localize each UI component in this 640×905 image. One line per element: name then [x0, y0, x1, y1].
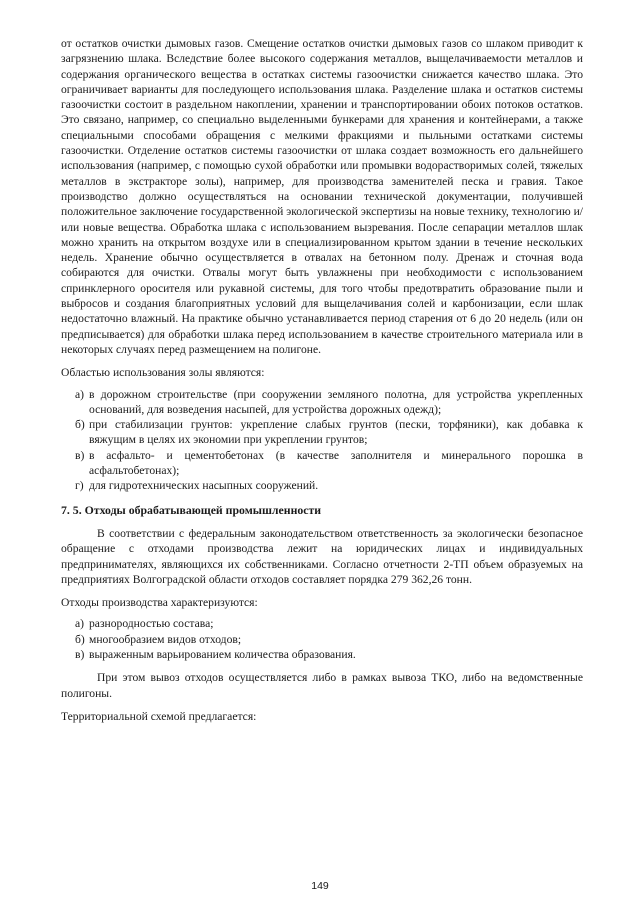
list-item-text: в дорожном строительстве (при сооружении земляного полотна, для устройства укрепленных оснований, для возведения насыпей, для устройства дорожных одежд); [89, 387, 583, 416]
list-item [61, 448, 583, 479]
paragraph-territorial-scheme: Территориальной схемой предлагается: [61, 709, 257, 723]
list-marker: г) [75, 479, 84, 493]
list-item [61, 478, 583, 493]
paragraph-slag-treatment: от остатков очистки дымовых газов. Смещение остатков очистки дымовых газов со шлаком приводит к загрязнению шлака. Вследствие более высокого содержания металлов, выщелачиваемости металлов и содержания органического вещества в остатках системы газоочистки снижается качество шлака. Это ограничивает варианты для последующего использования шлака. Разделение шлака и остатков системы газоочистки состоит в раздельном накоплении, хранении и транспортировании обоих потоков остатков. Это связано, например, со специально выделенными бункерами для хранения и контейнерами, а также специальными способами обращения с мелкими фракциями и пыльными остатками системы газоочистки. Отделение остатков системы газоочистки от шлака создает возможность его дальнейшего использования (например, с помощью сухой обработки или промывки водорастворимых солей, тяжелых металлов в экстракторе золы), например, для производства заменителей песка и гравия. Такое производство должно осуществляться на основании технической документации, получившей положительное заключение государственной экологической экспертизы на новые технику, технологию и/или новые вещества. Обработка шлака с использованием вызревания. После сепарации металлов шлак можно хранить на открытом воздухе или в специализированном крытом здании в течение нескольких недель. Хранение обычно осуществляется в отвалах на бетонном полу. Дренаж и сточная вода собираются для очистки. Отвалы могут быть увлажнены при необходимости с использованием спринклерного оросителя или рукавной системы, для того чтобы предотвратить образование пыли и выбросов и создания благоприятных условий для выщелачивания солей и карбонизации, если шлак недостаточно влажный. На практике обычно устанавливается период старения от 6 до 20 недель (или он предписывается) для обработки шлака перед использованием в качестве строительного материала или в некоторых случаях перед размещением на полигоне. [61, 37, 583, 356]
list-marker: б) [75, 632, 85, 646]
waste-characteristics-list [61, 616, 583, 662]
section-heading: 7. 5. Отходы обрабатывающей промышленности [61, 502, 322, 517]
paragraph-waste-characteristics-intro: Отходы производства характеризуются: [61, 596, 258, 610]
list-item [61, 417, 583, 448]
list-marker: в) [75, 647, 85, 661]
list-item [61, 632, 583, 647]
list-item [61, 647, 583, 662]
paragraph-ash-usage-intro: Областью использования золы являются: [61, 366, 265, 380]
list-item-text: выраженным варьированием количества образования. [89, 647, 356, 661]
list-marker: в) [75, 448, 85, 462]
list-item [61, 616, 583, 631]
list-item [61, 387, 583, 418]
list-item-text: многообразием видов отходов; [89, 632, 242, 646]
list-marker: а) [75, 617, 85, 631]
list-item-text: для гидротехнических насыпных сооружений. [89, 479, 319, 493]
paragraph-waste-removal: При этом вывоз отходов осуществляется либо в рамках вывоза ТКО, либо на ведомственные полигоны. [61, 671, 583, 700]
list-item-text: при стабилизации грунтов: укрепление слабых грунтов (пески, торфяники), как добавка к вяжущим в целях их экономии при укреплении грунтов; [89, 418, 583, 447]
ash-usage-list [61, 387, 583, 494]
list-item-text: в асфальто- и цементобетонах (в качестве заполнителя и минерального порошка в асфальтобетонах); [89, 448, 583, 478]
paragraph-legislation: В соответствии с федеральным законодательством ответственность за экологически безопасное обращение с отходами производства лежит на юридических лицах и индивидуальных предпринимателях, являющихся их собственниками. Согласно отчетности 2-ТП объем образуемых на предприятиях Волгоградской области отходов составляет порядка 279 362,26 тонн. [61, 526, 583, 586]
list-marker: б) [75, 418, 85, 432]
list-marker: а) [75, 387, 85, 401]
list-item-text: разнородностью состава; [89, 617, 214, 631]
page-number: 149 [311, 880, 329, 892]
